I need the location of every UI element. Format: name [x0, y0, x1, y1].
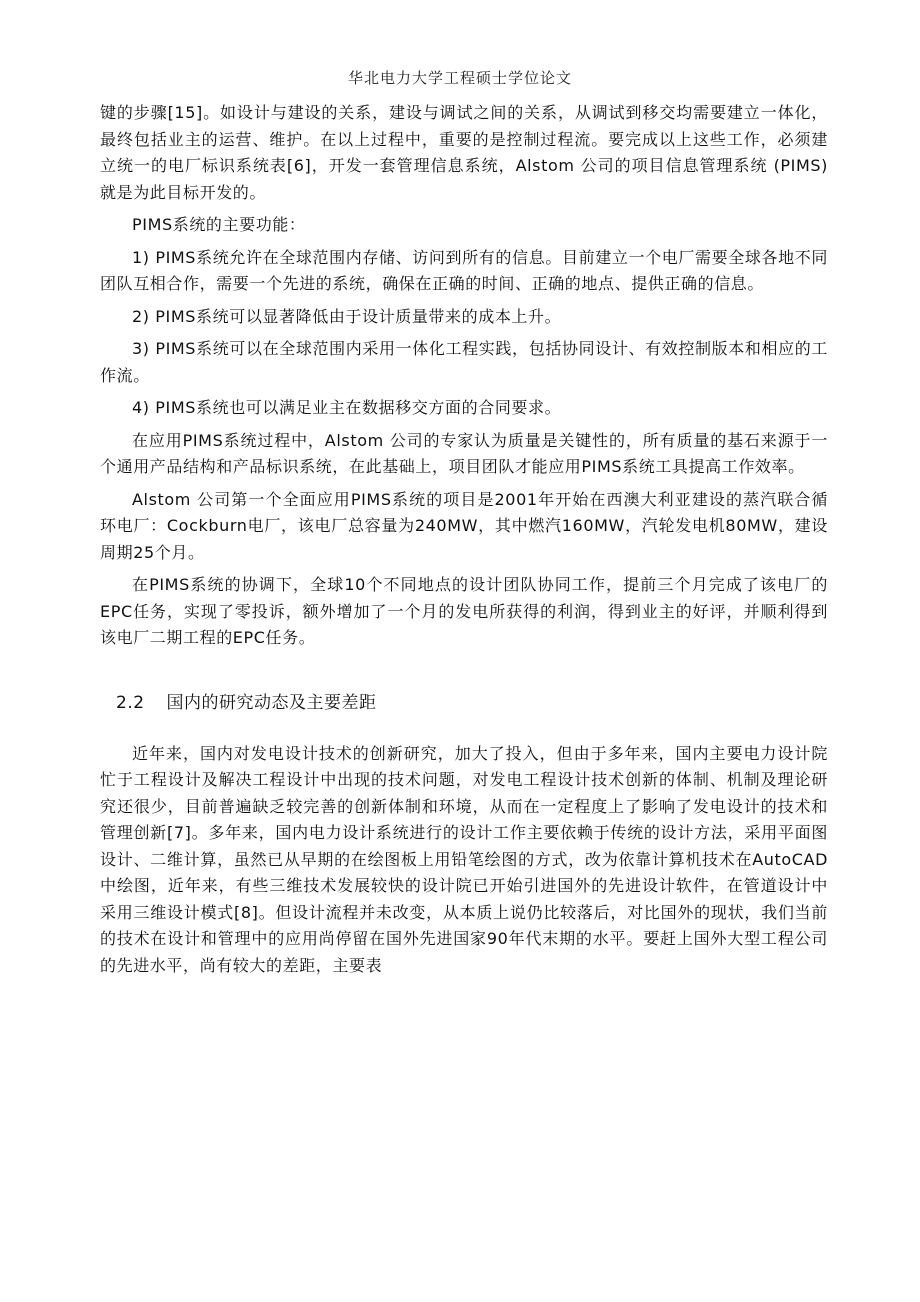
list-item: 1) PIMS系统允许在全球范围内存储、访问到所有的信息。目前建立一个电厂需要全球各地不同团队互相合作，需要一个先进的系统，确保在正确的时间、正确的地点、提供正确的信息。 — [100, 247, 828, 293]
section-number: 2.2 — [116, 692, 145, 713]
list-item: 3) PIMS系统可以在全球范围内采用一体化工程实践，包括协同设计、有效控制版本和相应的工作流。 — [100, 339, 828, 385]
body-paragraph: PIMS系统的主要功能： — [132, 215, 306, 234]
body-paragraph: 键的步骤[15]。如设计与建设的关系，建设与调试之间的关系，从调试到移交均需要建立一体化，最终包括业主的运营、维护。在以上过程中，重要的是控制过程流。要完成以上这些工作，必须建立统一的电厂标识系统表[6]，开发一套管理信息系统，Alstom 公司的项目信息管理系统 (PIMS) 就是为此目标开发的。 — [100, 103, 828, 202]
body-paragraph: Alstom 公司第一个全面应用PIMS系统的项目是2001年开始在西澳大利亚建设的蒸汽联合循环电厂：Cockburn电厂，该电厂总容量为240MW，其中燃汽160MW，汽轮发电机80MW，建设周期25个月。 — [100, 489, 828, 562]
body-paragraph: 在应用PIMS系统过程中，Alstom 公司的专家认为质量是关键性的，所有质量的基石来源于一个通用产品结构和产品标识系统，在此基础上，项目团队才能应用PIMS系统工具提高工作效率。 — [100, 430, 828, 476]
body-paragraph: 在PIMS系统的协调下，全球10个不同地点的设计团队协同工作，提前三个月完成了该电厂的EPC任务，实现了零投诉，额外增加了一个月的发电所获得的利润，得到业主的好评，并顺利得到该电厂二期工程的EPC任务。 — [100, 575, 828, 647]
list-item: 2) PIMS系统可以显著降低由于设计质量带来的成本上升。 — [132, 306, 562, 326]
document-body — [100, 100, 828, 979]
section-heading — [100, 688, 828, 713]
body-paragraph: 近年来，国内对发电设计技术的创新研究，加大了投入，但由于多年来，国内主要电力设计院忙于工程设计及解决工程设计中出现的技术问题，对发电工程设计技术创新的体制、机制及理论研究还很少，目前普遍缺乏较完善的创新体制和环境，从而在一定程度上了影响了发电设计的技术和管理创新[7]。多年来，国内电力设计系统进行的设计工作主要依赖于传统的设计方法，采用平面图设计、二维计算，虽然已从早期的在绘图板上用铅笔绘图的方式，改为依靠计算机技术在AutoCAD中绘图，近年来，有些三维技术发展较快的设计院已开始引进国外的先进设计软件，在管道设计中采用三维设计模式[8]。但设计流程并未改变，从本质上说仍比较落后，对比国外的现状，我们当前的技术在设计和管理中的应用尚停留在国外先进国家90年代末期的水平。要赶上国外大型工程公司的先进水平，尚有较大的差距，主要表 — [100, 743, 828, 975]
list-item: 4) PIMS系统也可以满足业主在数据移交方面的合同要求。 — [132, 398, 562, 417]
page-header: 华北电力大学工程硕士学位论文 — [347, 69, 572, 87]
section-title: 国内的研究动态及主要差距 — [166, 692, 377, 713]
